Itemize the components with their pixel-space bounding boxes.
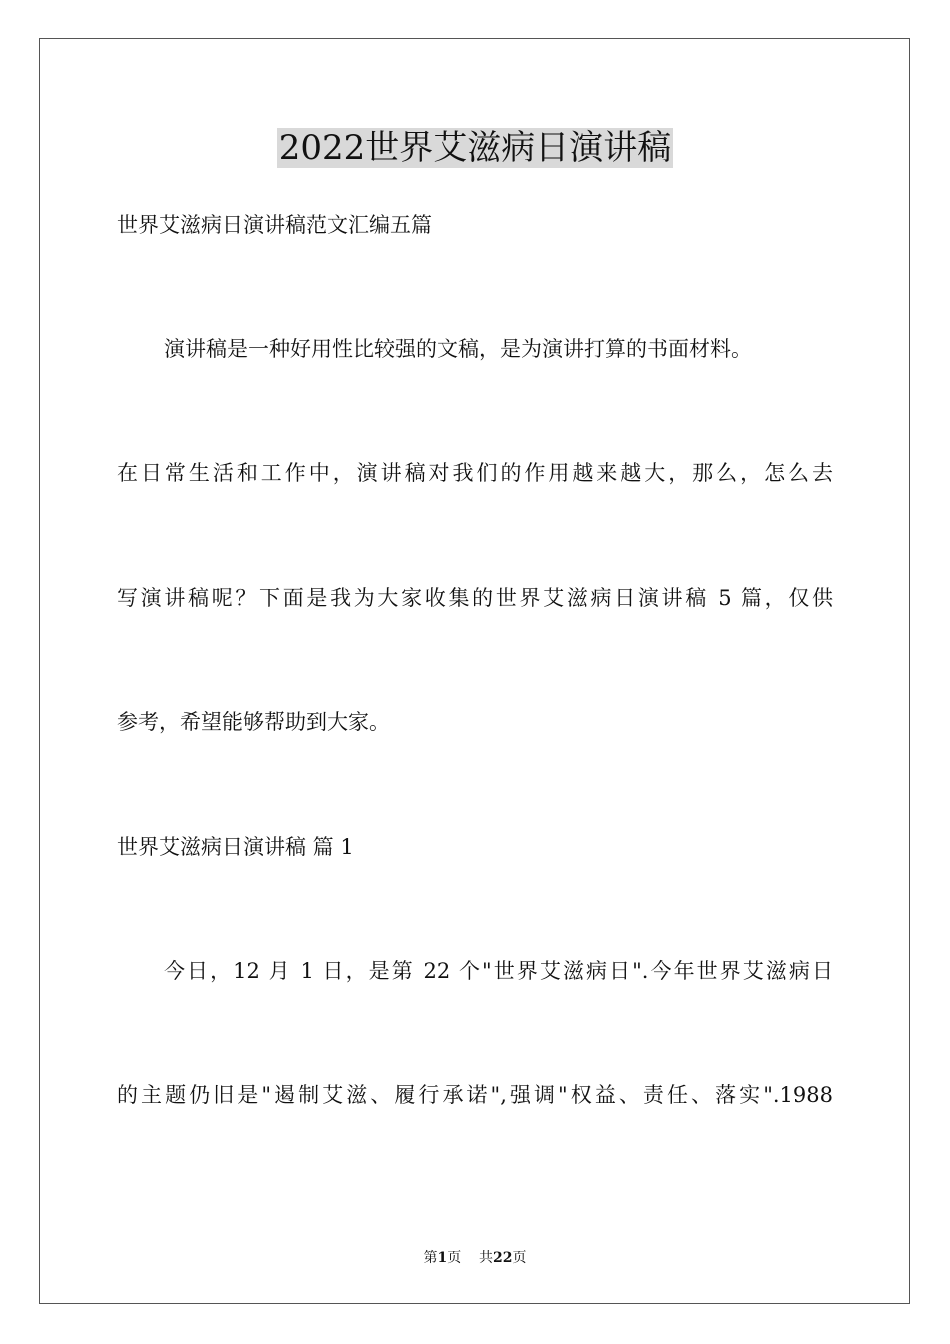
paragraph-line: 演讲稿是一种好用性比较强的文稿，是为演讲打算的书面材料。 — [164, 337, 752, 361]
footer-current-page: 1 — [437, 1250, 448, 1266]
paragraph-line: 写演讲稿呢？下面是我为大家收集的世界艾滋病日演讲稿 5 篇，仅供 — [117, 586, 833, 610]
document-title — [0, 126, 950, 170]
subtitle-line: 世界艾滋病日演讲稿范文汇编五篇 — [117, 213, 432, 237]
footer-page-prefix: 第 — [423, 1250, 438, 1266]
paragraph-line: 在日常生活和工作中，演讲稿对我们的作用越来越大，那么，怎么去 — [117, 461, 833, 485]
footer-total-prefix: 共 — [479, 1250, 494, 1266]
paragraph-line: 的主题仍旧是"遏制艾滋、履行承诺",强调"权益、责任、落实".1988 — [117, 1083, 833, 1107]
footer-page-suffix: 页 — [447, 1250, 462, 1266]
footer-total-suffix: 页 — [512, 1250, 527, 1266]
footer-total-pages: 22 — [493, 1250, 513, 1266]
paragraph-line: 参考，希望能够帮助到大家。 — [117, 710, 390, 734]
document-title-text: 2022世界艾滋病日演讲稿 — [278, 128, 672, 168]
paragraph-line: 今日，12 月 1 日，是第 22 个"世界艾滋病日".今年世界艾滋病日 — [164, 959, 833, 983]
section-heading: 世界艾滋病日演讲稿 篇 1 — [117, 835, 354, 859]
page-footer — [0, 1248, 950, 1268]
